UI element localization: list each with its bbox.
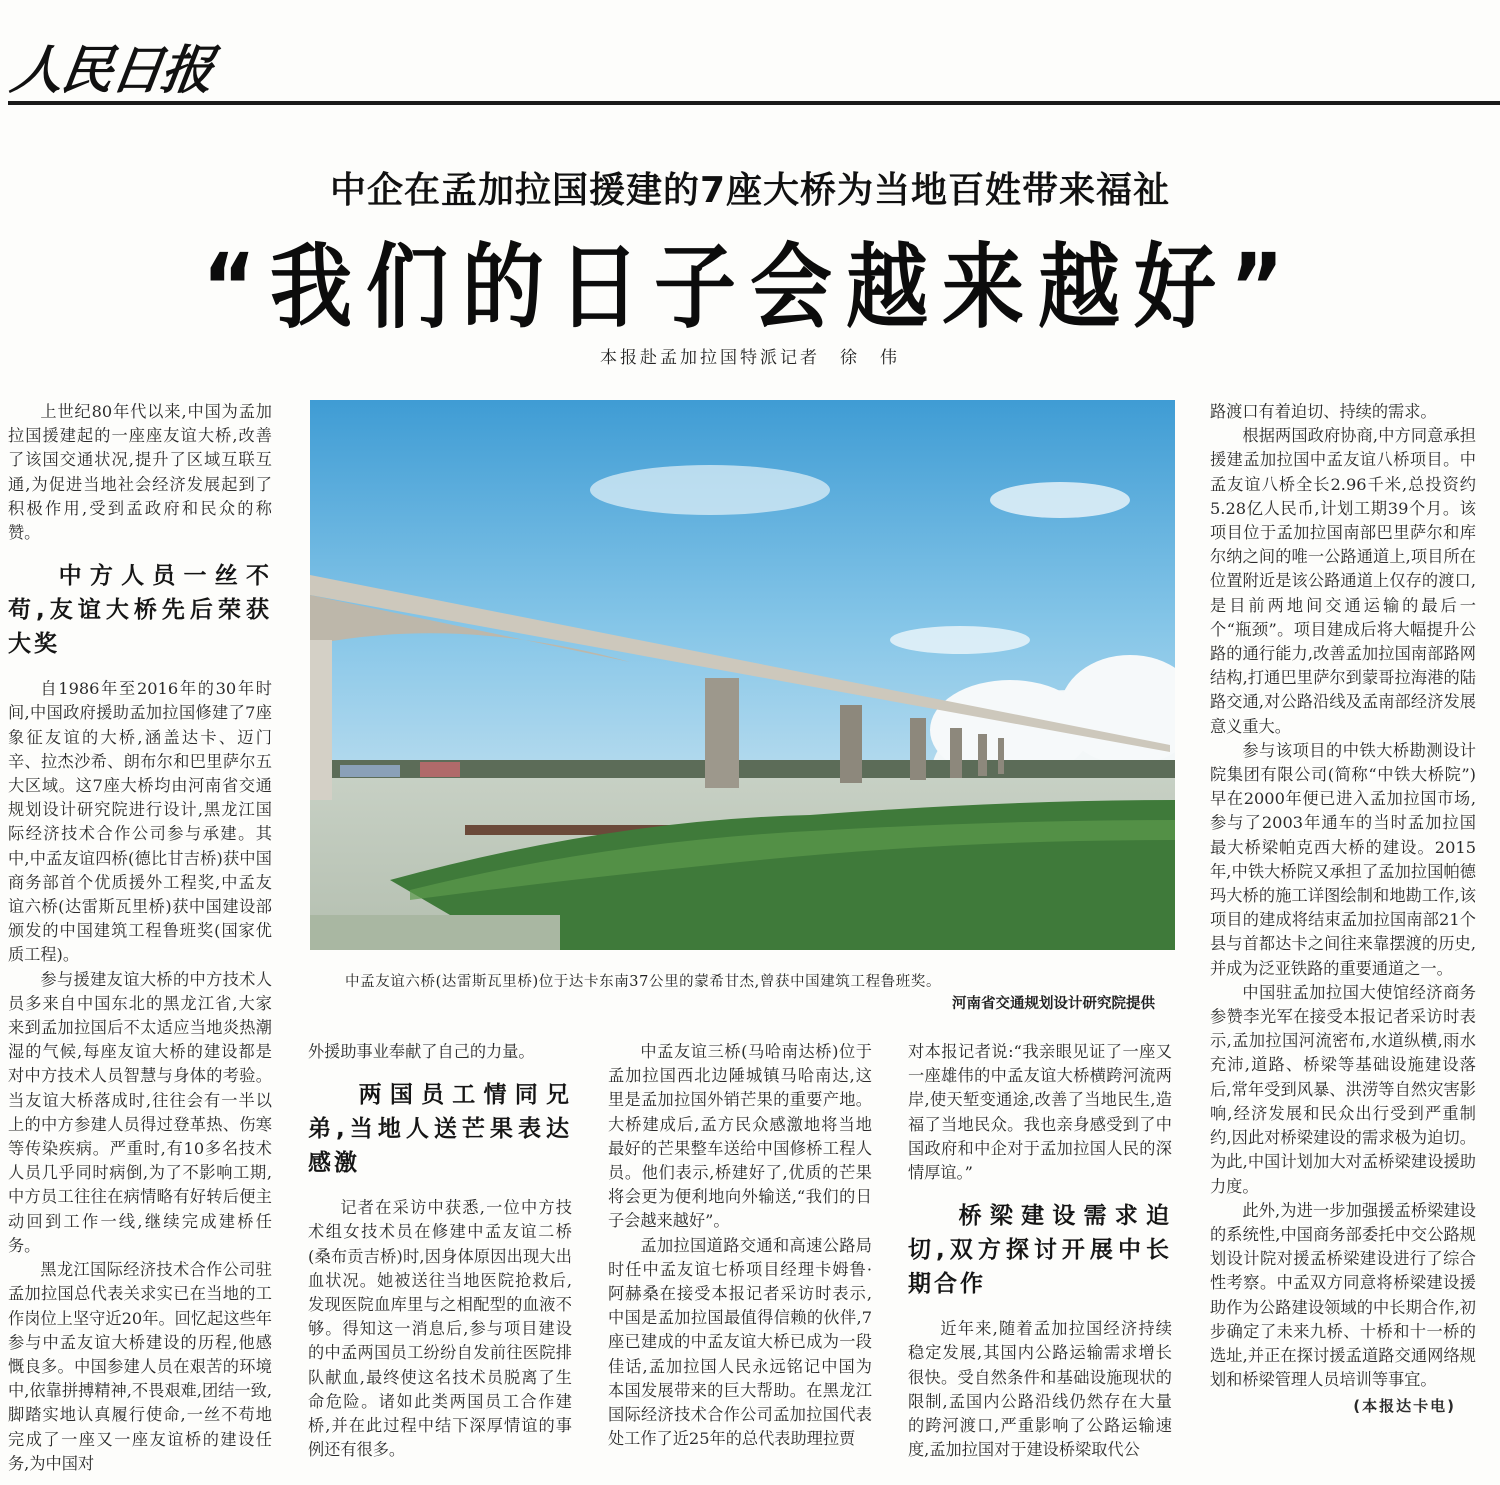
- bridge-photo: [310, 400, 1175, 950]
- paragraph: 黑龙江国际经济技术合作公司驻孟加拉国总代表关求实已在当地的工作岗位上坚守近20年。回忆起这些年参与中孟友谊大桥建设的历程,他感慨良多。中国参建人员在艰苦的环境中,依靠拼搏精神,不畏艰难,团结一致,脚踏实地认真履行使命,一丝不苟地完成了一座又一座友谊桥的建设任务,为中国对: [8, 1260, 272, 1473]
- bridge-photo-image: [310, 400, 1175, 950]
- paragraph: 中国驻孟加拉国大使馆经济商务参赞李光军在接受本报记者采访时表示,孟加拉国河流密布,水道纵横,雨水充沛,道路、桥梁等基础设施建设落后,常年受到风暴、洪涝等自然灾害影响,经济发展和民众出行受到严重制约,因此对桥梁建设的需求极为迫切。为此,中国计划加大对孟桥梁建设援助力度。: [1210, 982, 1476, 1196]
- newspaper-masthead: 人民日报: [7, 40, 216, 101]
- paragraph: 中孟友谊三桥(马哈南达桥)位于孟加拉国西北边陲城镇马哈南达,这里是孟加拉国外销芒果的重要产地。大桥建成后,孟方民众感激地将当地最好的芒果整车送给中国修桥工程人员。他们表示,桥建好了,优质的芒果将会更为便利地向外输送,“我们的日子会越来越好”。: [608, 1042, 872, 1231]
- article-byline: 本报赴孟加拉国特派记者 徐 伟: [600, 348, 900, 368]
- paragraph: 孟加拉国道路交通和高速公路局时任中孟友谊七桥项目经理卡姆鲁·阿赫桑在接受本报记者采访时表示,中国是孟加拉国最值得信赖的伙伴,7座已建成的中孟友谊大桥已成为一段佳话,孟加拉国人民永远铭记中国为本国发展带来的巨大帮助。在黑龙江国际经济技术合作公司孟加拉国代表处工作了近25年的总代表助理拉贾: [608, 1235, 872, 1449]
- subheading: 中方人员一丝不苟,友谊大桥先后荣获大奖: [8, 563, 272, 658]
- paragraph: 外援助事业奉献了自己的力量。: [308, 1042, 535, 1061]
- paragraph: 自1986年至2016年的30年时间,中国政府援助孟加拉国修建了7座象征友谊的大桥,涵盖达卡、迈门辛、拉杰沙希、朗布尔和巴里萨尔五大区域。这7座大桥均由河南省交通规划设计研究院进行设计,黑龙江国际经济技术合作公司参与承建。其中,中孟友谊四桥(德比甘吉桥)获中国商务部首个优质援外工程奖,中孟友谊六桥(达雷斯瓦里桥)获中国建设部颁发的中国建筑工程鲁班奖(国家优质工程)。: [8, 679, 272, 965]
- paragraph: 路渡口有着迫切、持续的需求。: [1210, 402, 1437, 421]
- paragraph: 参与该项目的中铁大桥勘测设计院集团有限公司(简称“中铁大桥院”)早在2000年便已进入孟加拉国市场,参与了2003年通车的当时孟加拉国最大桥梁帕克西大桥的建设。2015年,中铁大桥院又承担了孟加拉国帕德玛大桥的施工详图绘制和地勘工作,该项目的建成将结束孟加拉国南部21个县与首都达卡之间往来靠摆渡的历史,并成为泛亚铁路的重要通道之一。: [1210, 740, 1476, 978]
- paragraph: 根据两国政府协商,中方同意承担援建孟加拉国中孟友谊八桥项目。中孟友谊八桥全长2.96千米,总投资约5.28亿人民币,计划工期39个月。该项目位于孟加拉国南部巴里萨尔和库尔纳之间的唯一公路通道上,项目所在位置附近是该公路通道上仅存的渡口,是目前两地间交通运输的最后一个“瓶颈”。项目建成后将大幅提升公路的通行能力,改善孟加拉国南部路网结构,打通巴里萨尔到蒙哥拉海港的陆路交通,对公路沿线及孟南部经济发展意义重大。: [1210, 426, 1476, 736]
- article-column-4: [908, 1040, 1172, 1462]
- article-column-1: [8, 400, 272, 1476]
- article-headline: “我们的日子会越来越好”: [202, 235, 1298, 342]
- photo-caption: 中孟友谊六桥(达雷斯瓦里桥)位于达卡东南37公里的蒙希甘杰,曾获中国建筑工程鲁班奖。: [345, 974, 942, 990]
- dateline-signature: (本报达卡电): [1353, 1397, 1456, 1416]
- article-kicker: 中企在孟加拉国援建的7座大桥为当地百姓带来福祉: [329, 170, 1171, 211]
- article-column-3: [608, 1040, 872, 1451]
- paragraph: 此外,为进一步加强援孟桥梁建设的系统性,中国商务部委托中交公路规划设计院对援孟桥梁建设进行了综合性考察。中孟双方同意将桥梁建设援助作为公路建设领域的中长期合作,初步确定了未来九桥、十桥和十一桥的选址,并正在探讨援孟道路交通网络规划和桥梁管理人员培训等事宜。: [1210, 1200, 1476, 1390]
- article-column-2: [308, 1040, 572, 1462]
- article-column-5: [1210, 400, 1476, 1419]
- paragraph: 对本报记者说:“我亲眼见证了一座又一座雄伟的中孟友谊大桥横跨河流两岸,使天堑变通途,改善了当地民生,造福了当地民众。我也亲身感受到了中国政府和中企对于孟加拉国人民的深情厚谊。”: [908, 1042, 1172, 1183]
- paragraph: 记者在采访中获悉,一位中方技术组女技术员在修建中孟友谊二桥(桑布贡吉桥)时,因身体原因出现大出血状况。她被送往当地医院抢救后,发现医院血库里与之相配型的血液不够。得知这一消息后,参与项目建设的中孟两国员工纷纷自发前往医院排队献血,最终使这名技术员脱离了生命危险。诸如此类两国员工合作建桥,并在此过程中结下深厚情谊的事例还有很多。: [308, 1198, 572, 1460]
- paragraph: 近年来,随着孟加拉国经济持续稳定发展,其国内公路运输需求增长很快。受自然条件和基础设施现状的限制,孟国内公路沿线仍然存在大量的跨河渡口,严重影响了公路运输速度,孟加拉国对于建设桥梁取代公: [908, 1319, 1172, 1460]
- paragraph: 上世纪80年代以来,中国为孟加拉国援建起的一座座友谊大桥,改善了该国交通状况,提升了区域互联互通,为促进当地社会经济发展起到了积极作用,受到孟政府和民众的称赞。: [8, 402, 272, 543]
- masthead-rule: [8, 101, 1500, 105]
- paragraph: 参与援建友谊大桥的中方技术人员多来自中国东北的黑龙江省,大家来到孟加拉国后不太适应当地炎热潮湿的气候,每座友谊大桥的建设都是对中方技术人员智慧与身体的考验。当友谊大桥落成时,往往会有一半以上的中方参建人员得过登革热、伤寒等传染疾病。严重时,有10多名技术人员几乎同时病倒,为了不影响工期,中方员工往往在病情略有好转后便主动回到工作一线,继续完成建桥任务。: [8, 969, 272, 1255]
- subheading: 两国员工情同兄弟,当地人送芒果表达感激: [308, 1082, 572, 1177]
- subheading: 桥梁建设需求迫切,双方探讨开展中长期合作: [908, 1203, 1172, 1298]
- photo-credit: 河南省交通规划设计研究院提供: [952, 996, 1155, 1012]
